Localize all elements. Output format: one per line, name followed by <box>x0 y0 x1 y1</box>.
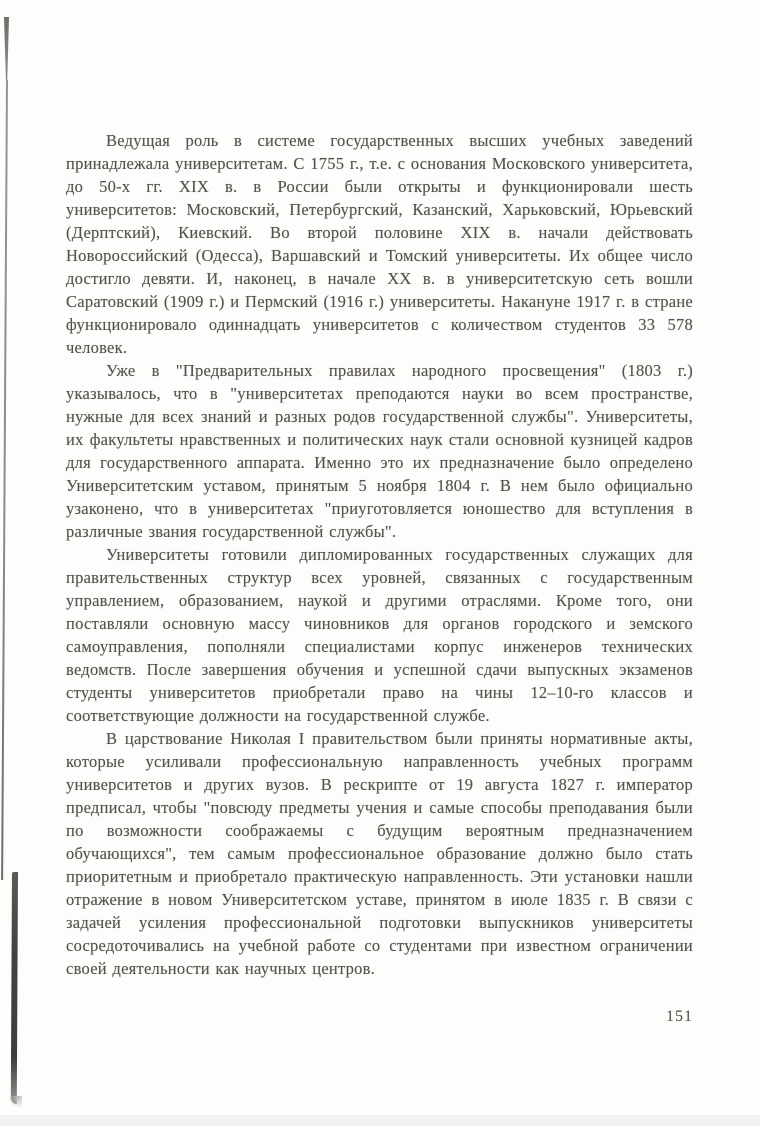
scan-bottom-edge <box>0 1115 760 1126</box>
book-spine-shadow <box>11 872 18 1104</box>
paragraph-4: В царствование Николая I правительством были приняты нормативные акты, которые усиливали профессиональную направленность учебных программ университетов и других вузов. В рескрипте от 19 августа 1827 г. император предписал, чтобы "повсюду предметы учения и самые способы преподавания были по возможности соображаемы с будущим вероятным предназначением обучающихся", тем самым профессиональное образование должно было стать приоритетным и приобретало практическую направленность. Эти установки нашли отражение в новом Университетском уставе, принятом в июле 1835 г. В связи с задачей усиления профессиональной подготовки выпускников университеты сосредоточивались на учебной работе со студентами при известном ограничении своей деятельности как научных центров. <box>66 729 693 978</box>
body-text <box>66 129 693 980</box>
page-edge-shadow-line <box>1 80 8 880</box>
paragraph-3: Университеты готовили дипломированных государственных служащих для правительственных структур всех уровней, связанных с государственным управлением, образованием, наукой и другими отраслями. Кроме того, они поставляли основную массу чиновников для органов городского и земского самоуправления, пополняли специалистами корпус инженеров технических ведомств. После завершения обучения и успешной сдачи выпускных экзаменов студенты университетов приобретали право на чины 12–10-го классов и соответствующие должности на государственной службе. <box>66 545 693 725</box>
paragraph-1: Ведущая роль в системе государственных высших учебных заведений принадлежала университетам. С 1755 г., т.е. с основания Московского университета, до 50-х гг. XIX в. в России были открыты и функционировали шесть университетов: Московский, Петербургский, Казанский, Харьковский, Юрьевский (Дерптский), Киевский. Во второй половине XIX в. начали действовать Новороссийский (Одесса), Варшавский и Томский университеты. Их общее число достигло девяти. И, наконец, в начале XX в. в университетскую сеть вошли Саратовский (1909 г.) и Пермский (1916 г.) университеты. Накануне 1917 г. в стране функционировало одиннадцать университетов с количеством студентов 33 578 человек. <box>66 131 693 357</box>
page-number: 151 <box>666 1008 693 1025</box>
paragraph-2: Уже в "Предварительных правилах народного просвещения" (1803 г.) указывалось, что в "университетах преподаются науки во всем пространстве, нужные для всех знаний и разных родов государственной службы". Университеты, их факультеты нравственных и политических наук стали основной кузницей кадров для государственного аппарата. Именно это их предназначение было определено Университетским уставом, принятым 5 ноября 1804 г. В нем было официально узаконено, что в университетах "приуготовляется юношество для вступления в различные звания государственной службы". <box>66 361 693 541</box>
book-spine-shadow-fade <box>8 1096 22 1108</box>
page-edge-shadow-top <box>4 17 9 87</box>
